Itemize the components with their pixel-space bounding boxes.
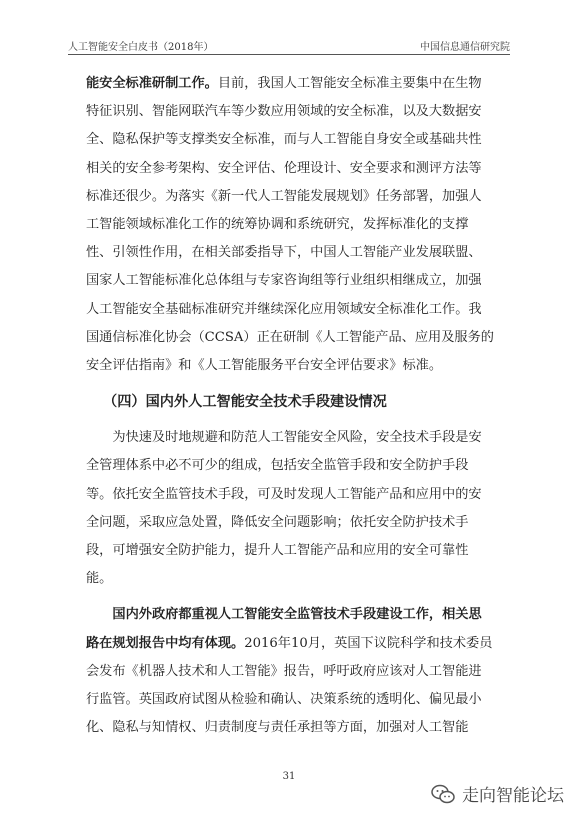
paragraph-government-supervision [86,601,494,742]
body-content [86,70,494,750]
paragraph-standards [86,70,494,380]
paragraph-text: 2016年10月，英国下议院科学和技术委员会发布《机器人技术和人工智能》报告，呼吁政府应该对人工智能进行监管。英国政府试图从检验和确认、决策系统的透明化、偏见最小化、隐私与知情权、归责制度与责任承担等方面，加强对人工智能 [86,635,493,736]
watermark [430,781,564,806]
paragraph-lead: 国内外政府都重视人工智能安全监管技术手段建设工作，相关思路在规划报告中均有体现。 [86,607,482,651]
paragraph-technical-means: 为快速及时地规避和防范人工智能安全风险，安全技术手段是安全管理体系中必不可少的组成，包括安全监管手段和安全防护手段等。依托安全监管技术手段，可及时发现人工智能产品和应用中的安全问题，采取应急处置，降低安全问题影响；依托安全防护技术手段，可增强安全防护能力，提升人工智能产品和应用的安全可靠性能。 [86,430,482,587]
watermark-text: 走向智能论坛 [462,786,564,806]
section-heading: （四）国内外人工智能安全技术手段建设情况 [103,394,387,411]
paragraph-text: 目前，我国人工智能安全标准主要集中在生物特征识别、智能网联汽车等少数应用领域的安全标准，以及大数据安全、隐私保护等支撑类安全标准，而与人工智能自身安全或基础共性相关的安全参考架构、安全评估、伦理设计、安全要求和测评方法等标准还很少。为落实《新一代人工智能发展规划》任务部署，加强人工智能领域标准化工作的统筹协调和系统研究，发挥标准化的支撑性、引领性作用，在相关部委指导下，中国人工智能产业发展联盟、国家人工智能标准化总体组与专家咨询组等行业组织相继成立，加强人工智能安全基础标准研究并继续深化应用领域安全标准化工作。我国通信标准化协会（CCSA）正在研制《人工智能产品、应用及服务的安全评估指南》和《人工智能服务平台安全评估要求》标准。 [86,76,494,374]
paragraph-lead: 能安全标准研制工作。 [86,76,218,91]
header-title: 人工智能安全白皮书（2018年） [68,42,214,53]
page-header [68,38,510,55]
wechat-icon [430,783,456,805]
header-organization: 中国信息通信研究院 [420,42,510,53]
page-number: 31 [282,771,296,782]
